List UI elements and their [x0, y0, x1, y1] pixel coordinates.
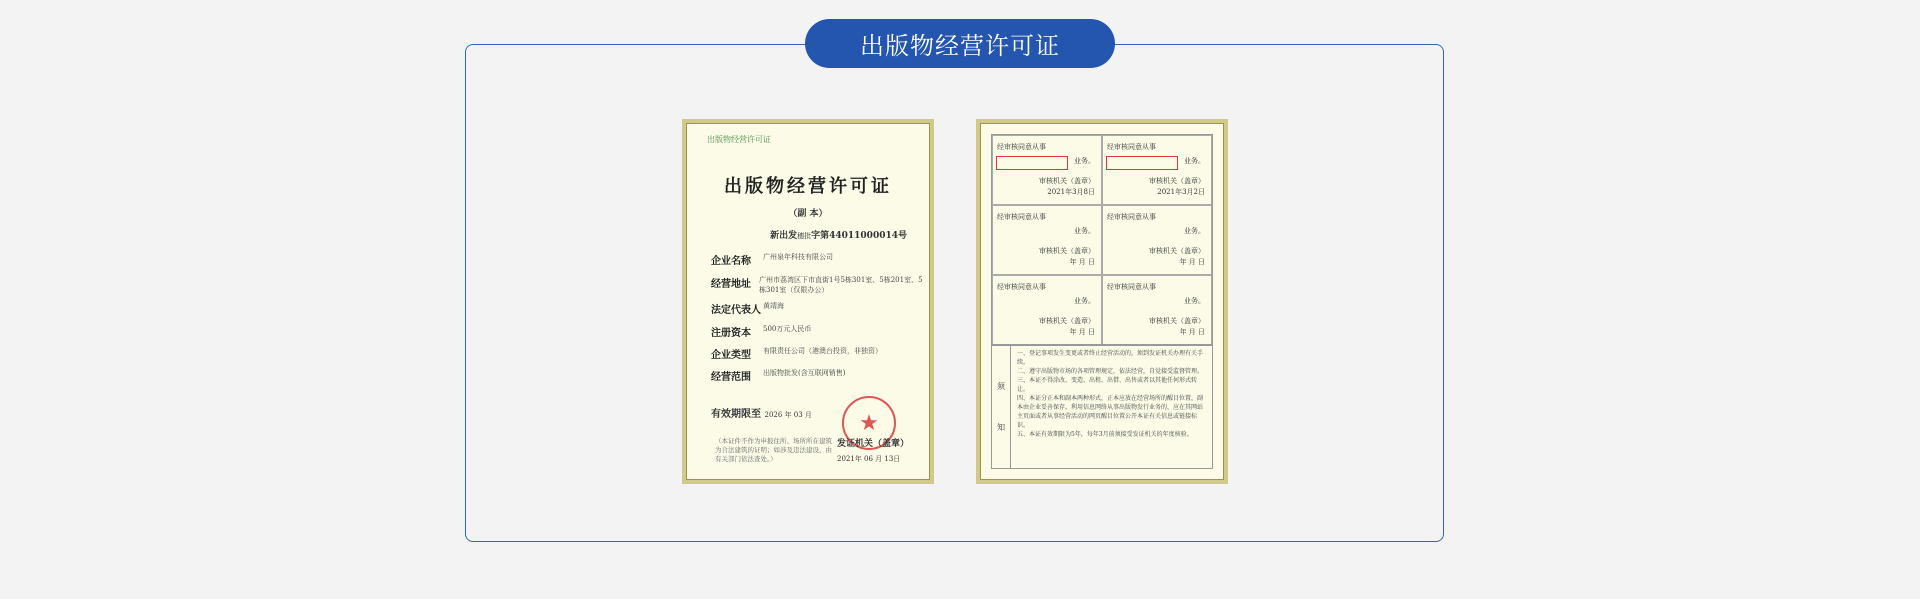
- review-stamp-icon: [1106, 156, 1178, 170]
- permit-number: 新出发穗批字第44011000014号: [770, 231, 907, 241]
- review-stamp-icon: [996, 156, 1068, 170]
- notes-label: 须 知: [992, 345, 1011, 468]
- license-front-image: [682, 119, 934, 484]
- cert-main-title: 出版物经营许可证: [724, 176, 892, 197]
- validity: 有效期限至 2026 年 03 月: [711, 409, 812, 420]
- review-cell: 经审核同意从事 业务。 审核机关（盖章） 年 月 日: [1102, 205, 1212, 275]
- review-cell: 经审核同意从事 业务。 审核机关（盖章） 2021年3月2日: [1102, 135, 1212, 205]
- review-cell: 经审核同意从事 业务。 审核机关（盖章） 年 月 日: [1102, 275, 1212, 345]
- list-item: 四、本证分正本和副本两种形式，正本应放在经营场所的醒目位置，副本由企业妥善保存。利用信息网络从事出版物发行业务的，应在其网站主页面或者从事经营活动的网页醒目位置公开本证有关信息或链接标识。: [1017, 395, 1204, 429]
- list-item: 五、本证有效期限为5年，每年3月前须接受发证机关的年度核验。: [1017, 431, 1193, 438]
- list-item: 二、遵守出版物市场的各项管理规定，依法经营，自觉接受监督管理。: [1017, 368, 1204, 375]
- review-cell: 经审核同意从事 业务。 审核机关（盖章） 年 月 日: [992, 205, 1102, 275]
- license-back-image: [976, 119, 1228, 484]
- issue-date: 2021年 06 月 13日: [837, 455, 901, 463]
- field-row: 企业名称 广州泉年科技有限公司: [711, 253, 833, 267]
- list-item: 三、本证不得涂改、变造、出租、出借、出售或者以其他任何形式转让。: [1017, 377, 1198, 393]
- field-row: 注册资本 500万元人民币: [711, 325, 812, 339]
- field-row: 经营范围 出版物批发(含互联网销售): [711, 369, 846, 383]
- field-row: 法定代表人 黄靖海: [711, 302, 784, 316]
- content-frame: [465, 44, 1444, 542]
- cert-copy-label: （副 本）: [788, 209, 828, 219]
- field-row: 企业类型 有限责任公司（港澳台投资，非独资）: [711, 347, 882, 361]
- red-seal-icon: ★: [842, 396, 896, 450]
- list-item: 一、登记事项发生变更或者终止经营活动的，须到发证机关办理有关手续。: [1017, 350, 1204, 366]
- notes-box: [991, 344, 1213, 469]
- review-cell: 经审核同意从事 业务。 审核机关（盖章） 2021年3月8日: [992, 135, 1102, 205]
- cert-note: （本证件不作为申报住所、场所所在建筑为合法建筑的证明；如涉及违法建设，由有关部门依法查处。）: [715, 437, 832, 463]
- review-grid: [991, 134, 1213, 346]
- field-row: 经营地址 广州市荔湾区下市直街1号5栋301室、5栋201室、5栋301室（仅限办公）: [711, 276, 923, 294]
- review-cell: 经审核同意从事 业务。 审核机关（盖章） 年 月 日: [992, 275, 1102, 345]
- cert-small-header: 出版物经营许可证: [707, 135, 771, 144]
- issuer: 发证机关（盖章）: [837, 439, 910, 449]
- section-title: 出版物经营许可证: [805, 19, 1115, 68]
- notes-list: [1011, 345, 1212, 468]
